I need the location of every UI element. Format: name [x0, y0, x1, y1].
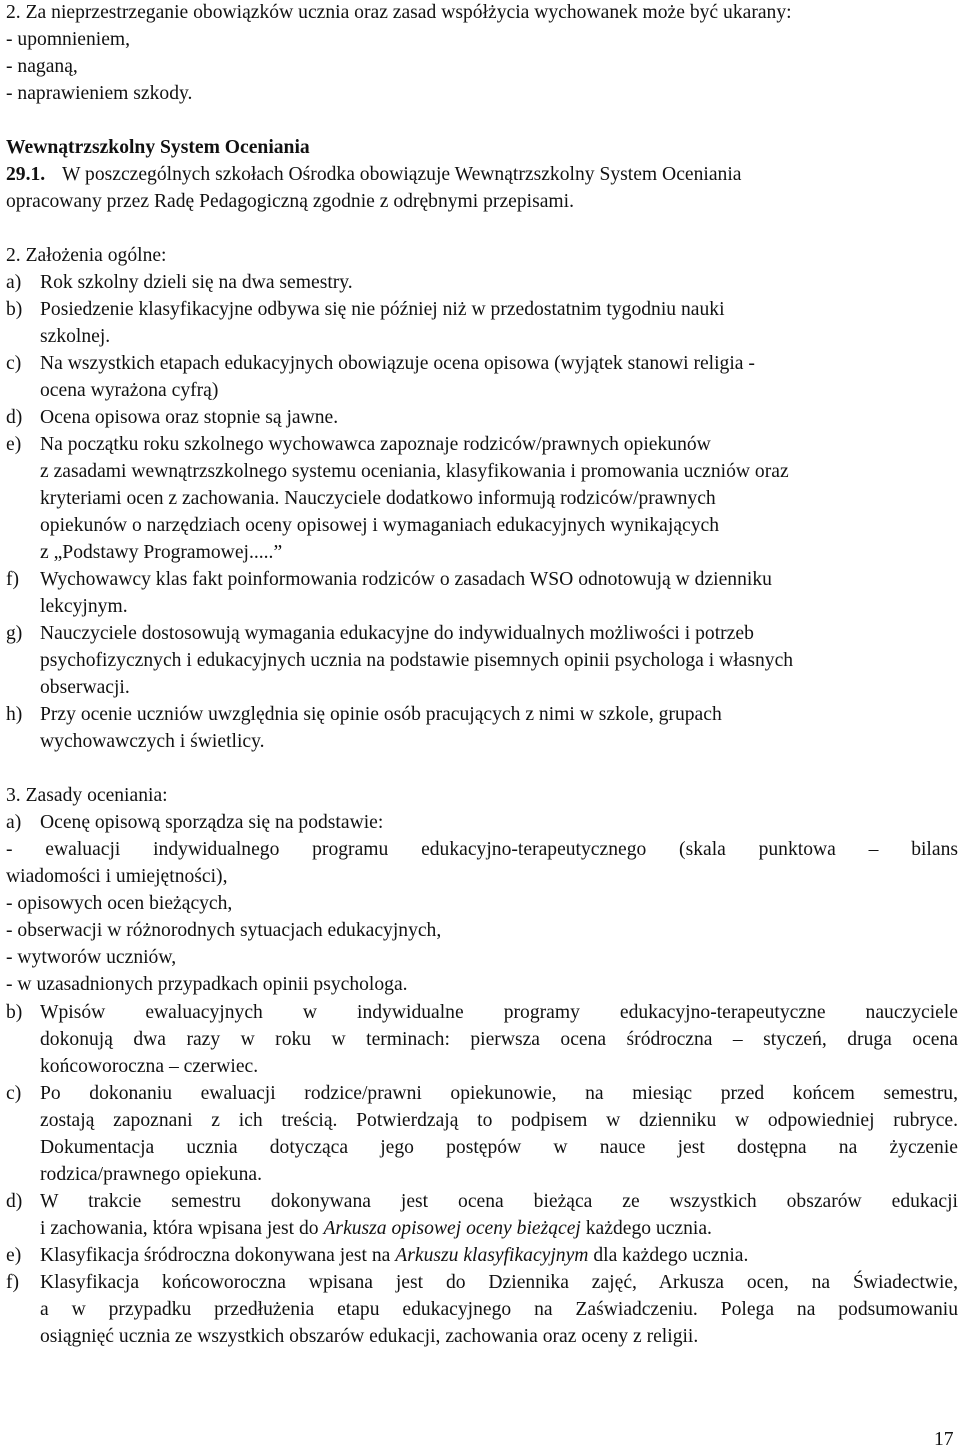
list-item-text: Posiedzenie klasyfikacyjne odbywa się nie później niż w przedostatnim tygodniu nauki — [40, 299, 725, 320]
list-item-text — [40, 1243, 748, 1269]
wso-text: W poszczególnych szkołach Ośrodka obowiązuje Wewnątrzszkolny System Oceniania — [62, 164, 742, 185]
page-number: 17 — [934, 1429, 954, 1450]
list-item-text: szkolnej. — [40, 326, 111, 347]
text-run: każdego ucznia. — [580, 1218, 712, 1239]
list-item-text: dokonują dwa razy w roku w terminach: pierwsza ocena śródroczna – styczeń, druga ocena — [40, 1029, 958, 1050]
list-item-text: a w przypadku przedłużenia etapu edukacyjnego na Zaświadczeniu. Polega na podsumowaniu — [40, 1299, 958, 1320]
list-item-text: kryteriami ocen z zachowania. Nauczyciele dodatkowo informują rodziców/prawnych — [40, 488, 716, 509]
list-label: b) — [6, 299, 23, 320]
list-item-text: z zasadami wewnątrzszkolnego systemu oceniania, klasyfikowania i promowania uczniów oraz — [40, 461, 789, 482]
italic-document-name: Arkuszu klasyfikacyjnym — [395, 1245, 589, 1266]
list-item-text: Na wszystkich etapach edukacyjnych obowiązuje ocena opisowa (wyjątek stanowi religia - — [40, 353, 755, 374]
list-label: c) — [6, 1083, 22, 1104]
list-item-text: Po dokonaniu ewaluacji rodzice/prawni opiekunowie, na miesiąc przed końcem semestru, — [40, 1083, 958, 1104]
list-item-text: wychowawczych i świetlicy. — [40, 731, 265, 752]
basis-list-item: - ewaluacji indywidualnego programu edukacyjno-terapeutycznego (skala punktowa – bilans — [6, 839, 958, 860]
list-item-text: obserwacji. — [40, 677, 130, 698]
list-item-text: Ocenę opisową sporządza się na podstawie: — [40, 812, 384, 833]
basis-list-item: - obserwacji w różnorodnych sytuacjach edukacyjnych, — [6, 920, 442, 941]
basis-list-item: wiadomości i umiejętności), — [6, 866, 228, 887]
list-item-text: rodzica/prawnego opiekuna. — [40, 1164, 262, 1185]
list-item-text: Nauczyciele dostosowują wymagania edukacyjne do indywidualnych możliwości i potrzeb — [40, 623, 754, 644]
penalty-item: - upomnieniem, — [6, 29, 131, 50]
list-label: a) — [6, 812, 22, 833]
text-run: i zachowania, która wpisana jest do — [40, 1218, 324, 1239]
list-label: f) — [6, 569, 20, 590]
list-label: g) — [6, 623, 23, 644]
list-label: h) — [6, 704, 23, 725]
penalties-intro: 2. Za nieprzestrzeganie obowiązków ucznia oraz zasad współżycia wychowanek może być ukarany: — [6, 2, 792, 23]
list-item-text — [40, 1216, 712, 1242]
penalty-item: - naprawieniem szkody. — [6, 83, 193, 104]
text-run: Klasyfikacja śródroczna dokonywana jest na — [40, 1245, 396, 1266]
list-item-text: Dokumentacja ucznia dotycząca jego postępów w nauce jest dostępna na życzenie — [40, 1137, 958, 1158]
list-item-text: ocena wyrażona cyfrą) — [40, 380, 219, 401]
grading-rules-heading: 3. Zasady oceniania: — [6, 785, 168, 806]
list-item-text: Klasyfikacja końcoworoczna wpisana jest do Dziennika zajęć, Arkusza ocen, na Świadectwie, — [40, 1272, 958, 1293]
paragraph-number: 29.1. — [6, 164, 46, 185]
list-item-text: Na początku roku szkolnego wychowawca zapoznaje rodziców/prawnych opiekunów — [40, 434, 711, 455]
list-item-text: lekcyjnym. — [40, 596, 128, 617]
text-run: dla każdego ucznia. — [588, 1245, 749, 1266]
list-label: c) — [6, 353, 22, 374]
list-item-text: Rok szkolny dzieli się na dwa semestry. — [40, 272, 353, 293]
list-item-text: W trakcie semestru dokonywana jest ocena bieżąca ze wszystkich obszarów edukacji — [40, 1191, 958, 1212]
list-item-text: Przy ocenie uczniów uwzględnia się opinie osób pracujących z nimi w szkole, grupach — [40, 704, 722, 725]
basis-list-item: - opisowych ocen bieżących, — [6, 893, 233, 914]
list-label: e) — [6, 1245, 22, 1266]
list-label: a) — [6, 272, 22, 293]
wso-text: opracowany przez Radę Pedagogiczną zgodnie z odrębnymi przepisami. — [6, 191, 574, 212]
list-item-text: osiągnięć ucznia ze wszystkich obszarów edukacji, zachowania oraz oceny z religii. — [40, 1326, 699, 1347]
list-label: f) — [6, 1272, 20, 1293]
list-item-text: Wpisów ewaluacyjnych w indywidualne programy edukacyjno-terapeutyczne nauczyciele — [40, 1002, 958, 1023]
wso-heading: Wewnątrzszkolny System Oceniania — [6, 137, 310, 158]
list-item-text: psychofizycznych i edukacyjnych ucznia na podstawie pisemnych opinii psychologa i własnych — [40, 650, 794, 671]
basis-list-item: - w uzasadnionych przypadkach opinii psychologa. — [6, 974, 408, 995]
list-label: e) — [6, 434, 22, 455]
list-item-text: Wychowawcy klas fakt poinformowania rodziców o zasadach WSO odnotowują w dzienniku — [40, 569, 772, 590]
list-item-text: opiekunów o narzędziach oceny opisowej i wymaganiach edukacyjnych wynikających — [40, 515, 719, 536]
list-item-text: Ocena opisowa oraz stopnie są jawne. — [40, 407, 339, 428]
list-label: d) — [6, 407, 23, 428]
penalty-item: - naganą, — [6, 56, 78, 77]
list-item-text: zostają zapoznani z ich treścią. Potwierdzają to podpisem w dzienniku w odpowiedniej rubryce. — [40, 1110, 958, 1131]
list-item-text: z „Podstawy Programowej.....” — [40, 542, 283, 563]
list-item-text: końcoworoczna – czerwiec. — [40, 1056, 259, 1077]
list-label: d) — [6, 1191, 23, 1212]
italic-document-name: Arkusza opisowej oceny bieżącej — [323, 1218, 581, 1239]
general-assumptions-heading: 2. Założenia ogólne: — [6, 245, 167, 266]
basis-list-item: - wytworów uczniów, — [6, 947, 177, 968]
list-label: b) — [6, 1002, 23, 1023]
